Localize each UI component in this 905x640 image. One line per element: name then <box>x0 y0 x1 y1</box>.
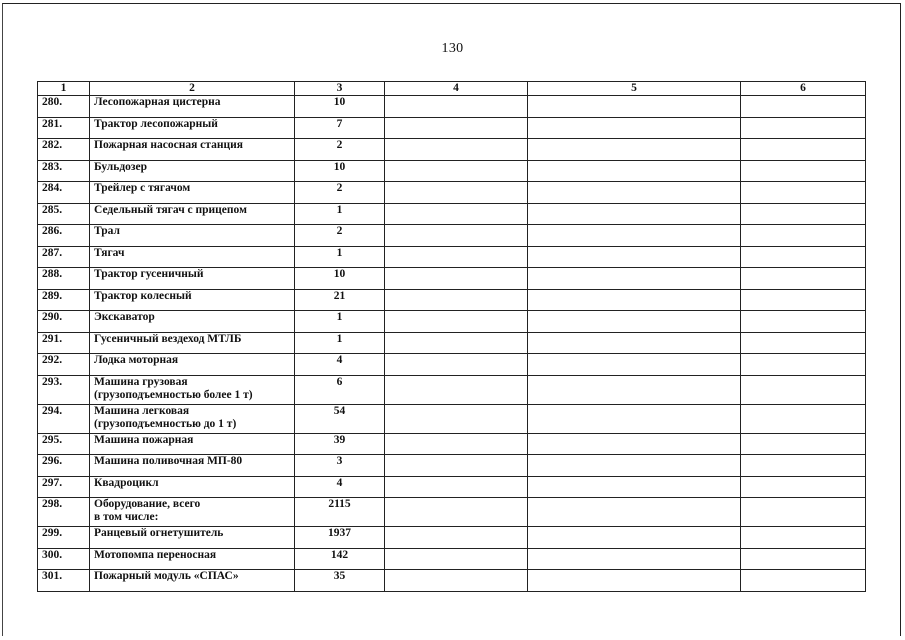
table-row <box>38 182 866 204</box>
row-number: 286. <box>38 225 90 247</box>
col-5-cell <box>528 117 741 139</box>
table-row <box>38 455 866 477</box>
item-quantity: 3 <box>295 455 385 477</box>
equipment-table <box>37 81 866 592</box>
row-number: 288. <box>38 268 90 290</box>
row-number: 280. <box>38 96 90 118</box>
col-6-cell <box>741 117 866 139</box>
col-4-cell <box>385 404 528 433</box>
col-6-cell <box>741 311 866 333</box>
col-5-cell <box>528 570 741 592</box>
page-number: 130 <box>441 41 464 56</box>
row-number: 294. <box>38 404 90 433</box>
header-col-3: 3 <box>295 82 385 96</box>
col-4-cell <box>385 139 528 161</box>
item-name-cell <box>90 246 295 268</box>
table-row <box>38 433 866 455</box>
col-5-cell <box>528 182 741 204</box>
item-name: Машина поливочная МП-80 <box>94 455 243 467</box>
col-4-cell <box>385 354 528 376</box>
table-row <box>38 548 866 570</box>
col-4-cell <box>385 455 528 477</box>
item-name: Мотопомпа переносная <box>94 548 217 561</box>
col-5-cell <box>528 225 741 247</box>
row-number: 281. <box>38 117 90 139</box>
item-name-cell <box>90 375 295 404</box>
row-number: 290. <box>38 311 90 333</box>
col-6-cell <box>741 476 866 498</box>
col-4-cell <box>385 332 528 354</box>
item-name-cell <box>90 289 295 311</box>
table-row <box>38 203 866 225</box>
table-row <box>38 354 866 376</box>
item-name-cell <box>90 268 295 290</box>
item-name-cell <box>90 354 295 376</box>
item-name: Бульдозер <box>94 160 148 173</box>
col-6-cell <box>741 404 866 433</box>
item-quantity: 10 <box>295 160 385 182</box>
item-name-cell <box>90 225 295 247</box>
col-6-cell <box>741 160 866 182</box>
item-quantity: 1 <box>295 332 385 354</box>
row-number: 296. <box>38 455 90 477</box>
col-5-cell <box>528 268 741 290</box>
row-number: 300. <box>38 548 90 570</box>
item-name-cell <box>90 311 295 333</box>
item-quantity: 10 <box>295 96 385 118</box>
item-name-cell <box>90 117 295 139</box>
col-6-cell <box>741 354 866 376</box>
item-quantity: 2 <box>295 139 385 161</box>
item-quantity: 4 <box>295 354 385 376</box>
item-quantity: 7 <box>295 117 385 139</box>
item-name: Машина легковая <box>94 404 190 417</box>
col-6-cell <box>741 139 866 161</box>
col-6-cell <box>741 548 866 570</box>
row-number: 293. <box>38 375 90 404</box>
item-quantity: 10 <box>295 268 385 290</box>
row-number: 283. <box>38 160 90 182</box>
header-col-1: 1 <box>38 82 90 96</box>
col-4-cell <box>385 96 528 118</box>
item-quantity: 4 <box>295 476 385 498</box>
item-name-cell <box>90 96 295 118</box>
col-4-cell <box>385 225 528 247</box>
col-4-cell <box>385 375 528 404</box>
item-quantity: 2 <box>295 225 385 247</box>
col-6-cell <box>741 289 866 311</box>
item-name-cell <box>90 433 295 455</box>
item-name: Квадроцикл <box>94 476 159 489</box>
col-6-cell <box>741 570 866 592</box>
header-col-2: 2 <box>90 82 295 96</box>
header-col-5: 5 <box>528 82 741 96</box>
row-number: 292. <box>38 354 90 376</box>
item-name-cell <box>90 332 295 354</box>
header-col-4: 4 <box>385 82 528 96</box>
table-row <box>38 96 866 118</box>
item-name: Седельный тягач с прицепом <box>94 203 247 216</box>
col-5-cell <box>528 375 741 404</box>
item-name-cell <box>90 404 295 433</box>
table-row <box>38 117 866 139</box>
col-5-cell <box>528 332 741 354</box>
table-row <box>38 268 866 290</box>
item-quantity: 2115 <box>295 498 385 527</box>
item-name: Трактор лесопожарный <box>94 117 218 130</box>
item-quantity: 1937 <box>295 527 385 549</box>
col-6-cell <box>741 203 866 225</box>
col-5-cell <box>528 246 741 268</box>
row-number: 287. <box>38 246 90 268</box>
col-6-cell <box>741 433 866 455</box>
item-quantity: 1 <box>295 311 385 333</box>
item-name: Трейлер с тягачом <box>94 182 191 194</box>
table-row <box>38 375 866 404</box>
col-5-cell <box>528 160 741 182</box>
table-row <box>38 246 866 268</box>
item-name-cell <box>90 182 295 204</box>
item-name-cell <box>90 548 295 570</box>
item-name: Тягач <box>94 246 125 259</box>
item-name: Машина грузовая <box>94 375 188 388</box>
item-name: Лесопожарная цистерна <box>94 96 221 108</box>
col-4-cell <box>385 498 528 527</box>
item-quantity: 2 <box>295 182 385 204</box>
col-5-cell <box>528 433 741 455</box>
col-5-cell <box>528 311 741 333</box>
table-row <box>38 160 866 182</box>
col-5-cell <box>528 203 741 225</box>
col-6-cell <box>741 527 866 549</box>
col-5-cell <box>528 498 741 527</box>
col-6-cell <box>741 182 866 204</box>
col-5-cell <box>528 455 741 477</box>
col-4-cell <box>385 570 528 592</box>
item-name-line2: (грузоподъемностью более 1 т) <box>94 388 253 401</box>
row-number: 299. <box>38 527 90 549</box>
item-quantity: 21 <box>295 289 385 311</box>
table-row <box>38 570 866 592</box>
table-row <box>38 476 866 498</box>
col-4-cell <box>385 289 528 311</box>
col-5-cell <box>528 404 741 433</box>
col-4-cell <box>385 433 528 455</box>
item-name-cell <box>90 570 295 592</box>
table-row <box>38 311 866 333</box>
table-row <box>38 139 866 161</box>
col-6-cell <box>741 246 866 268</box>
row-number: 298. <box>38 498 90 527</box>
col-5-cell <box>528 139 741 161</box>
item-quantity: 1 <box>295 203 385 225</box>
col-6-cell <box>741 332 866 354</box>
col-5-cell <box>528 289 741 311</box>
col-4-cell <box>385 160 528 182</box>
row-number: 284. <box>38 182 90 204</box>
row-number: 295. <box>38 433 90 455</box>
col-4-cell <box>385 268 528 290</box>
item-name: Ранцевый огнетушитель <box>94 527 224 539</box>
col-6-cell <box>741 96 866 118</box>
item-name: Трактор гусеничный <box>94 268 204 280</box>
item-quantity: 39 <box>295 433 385 455</box>
item-name-cell <box>90 455 295 477</box>
item-name-line2: (грузоподъемностью до 1 т) <box>94 417 237 430</box>
col-6-cell <box>741 375 866 404</box>
col-4-cell <box>385 311 528 333</box>
col-4-cell <box>385 548 528 570</box>
table-row <box>38 332 866 354</box>
item-name-cell <box>90 527 295 549</box>
row-number: 282. <box>38 139 90 161</box>
table-row <box>38 498 866 527</box>
item-name-line2: в том числе: <box>94 511 159 523</box>
item-name: Трал <box>94 225 120 237</box>
col-5-cell <box>528 548 741 570</box>
item-name: Машина пожарная <box>94 433 194 446</box>
col-5-cell <box>528 527 741 549</box>
col-6-cell <box>741 268 866 290</box>
col-4-cell <box>385 476 528 498</box>
item-name: Трактор колесный <box>94 289 192 302</box>
col-4-cell <box>385 246 528 268</box>
item-name-cell <box>90 203 295 225</box>
item-quantity: 35 <box>295 570 385 592</box>
item-quantity: 1 <box>295 246 385 268</box>
table-row <box>38 225 866 247</box>
row-number: 297. <box>38 476 90 498</box>
item-name: Пожарная насосная станция <box>94 139 243 151</box>
item-quantity: 142 <box>295 548 385 570</box>
row-number: 291. <box>38 332 90 354</box>
item-name-cell <box>90 160 295 182</box>
col-6-cell <box>741 455 866 477</box>
item-name: Гусеничный вездеход МТЛБ <box>94 332 242 345</box>
table-row <box>38 527 866 549</box>
table-row <box>38 404 866 433</box>
col-4-cell <box>385 203 528 225</box>
item-name-cell <box>90 498 295 527</box>
item-quantity: 54 <box>295 404 385 433</box>
col-5-cell <box>528 96 741 118</box>
col-5-cell <box>528 476 741 498</box>
col-4-cell <box>385 182 528 204</box>
item-name: Оборудование, всего <box>94 498 201 510</box>
table-row <box>38 289 866 311</box>
col-5-cell <box>528 354 741 376</box>
col-4-cell <box>385 527 528 549</box>
row-number: 301. <box>38 570 90 592</box>
item-name-cell <box>90 139 295 161</box>
item-quantity: 6 <box>295 375 385 404</box>
row-number: 289. <box>38 289 90 311</box>
row-number: 285. <box>38 203 90 225</box>
item-name: Экскаватор <box>94 311 155 323</box>
header-col-6: 6 <box>741 82 866 96</box>
table-body <box>38 96 866 592</box>
col-6-cell <box>741 225 866 247</box>
col-6-cell <box>741 498 866 527</box>
item-name: Лодка моторная <box>94 354 179 366</box>
table-header-row <box>38 82 866 96</box>
col-4-cell <box>385 117 528 139</box>
item-name: Пожарный модуль «СПАС» <box>94 570 239 582</box>
item-name-cell <box>90 476 295 498</box>
